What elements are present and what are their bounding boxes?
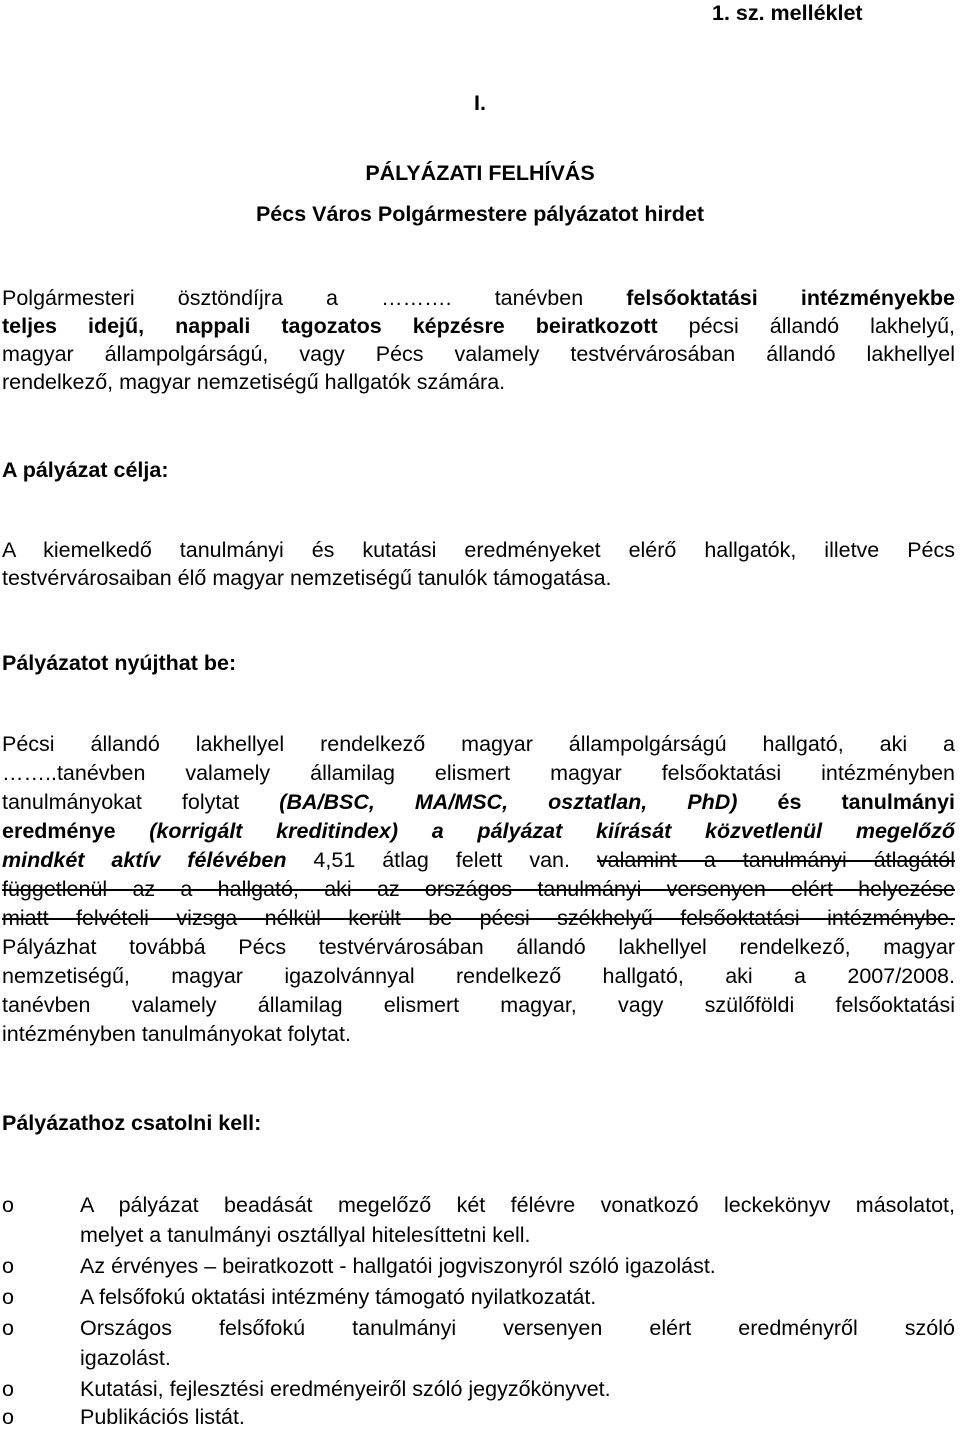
intro-line-1-bold: felsőoktatási intézményekbe xyxy=(626,286,955,310)
eligible-average: 4,51 átlag felett van. xyxy=(286,848,597,872)
eligible-struck-text: valamint a tanulmányi átlagától xyxy=(596,848,955,872)
eligible-line-5 xyxy=(2,847,955,874)
intro-line-2-text: pécsi állandó lakhelyű, xyxy=(657,314,955,338)
attach-item-3: A felsőfokú oktatási intézmény támogató nyilatkozatát. xyxy=(80,1285,597,1309)
goal-heading: A pályázat célja: xyxy=(2,458,169,482)
bullet-marker: o xyxy=(2,1405,14,1429)
intro-line-4: rendelkező, magyar nemzetiségű hallgatók számára. xyxy=(2,370,506,394)
eligible-line-4-bold: eredménye xyxy=(2,819,150,843)
eligible-heading: Pályázatot nyújthat be: xyxy=(2,651,237,675)
annex-label: 1. sz. melléklet xyxy=(712,1,863,25)
eligible-line-3 xyxy=(2,789,955,816)
eligible-line-11: intézményben tanulmányokat folytat. xyxy=(2,1022,351,1046)
eligible-line-4-italic: (korrigált kreditindex) a pályázat kiírását közvetlenül megelőző xyxy=(149,819,955,843)
intro-line-1 xyxy=(2,285,955,312)
bullet-marker: o xyxy=(2,1285,14,1309)
eligible-line-2: ……..tanévben valamely államilag elismert magyar felsőoktatási intézményben xyxy=(2,761,955,785)
goal-line-1: A kiemelkedő tanulmányi és kutatási eredményeket elérő hallgatók, illetve Pécs xyxy=(2,538,955,562)
page-title: PÁLYÁZATI FELHÍVÁS xyxy=(365,161,595,185)
intro-line-2-bold: teljes idejű, nappali tagozatos képzésre beiratkozott xyxy=(2,314,658,338)
attach-item-1-line-2: melyet a tanulmányi osztállyal hitelesíttetni kell. xyxy=(80,1223,531,1247)
page-subtitle: Pécs Város Polgármestere pályázatot hirdet xyxy=(255,202,705,226)
eligible-line-10: tanévben valamely államilag elismert magyar, vagy szülőföldi felsőoktatási xyxy=(2,993,955,1017)
intro-line-3: magyar állampolgárságú, vagy Pécs valamely testvérvárosában állandó lakhellyel xyxy=(2,342,955,366)
attach-item-6: Publikációs listát. xyxy=(80,1405,245,1429)
eligible-line-4 xyxy=(2,818,955,845)
eligible-line-7-struck: miatt felvételi vizsga nélkül került be pécsi székhelyű felsőoktatási intézménybe. xyxy=(2,906,955,930)
bullet-marker: o xyxy=(2,1193,14,1217)
eligible-line-1: Pécsi állandó lakhellyel rendelkező magyar állampolgárságú hallgató, aki a xyxy=(2,732,955,756)
attach-heading: Pályázathoz csatolni kell: xyxy=(2,1111,262,1135)
bullet-marker: o xyxy=(2,1316,14,1340)
attach-item-2: Az érvényes – beiratkozott - hallgatói jogviszonyról szóló igazolást. xyxy=(80,1254,716,1278)
section-roman-numeral: I. xyxy=(474,91,486,115)
attach-item-5: Kutatási, fejlesztési eredményeiről szóló jegyzőkönyvet. xyxy=(80,1377,611,1401)
eligible-line-3-text: tanulmányokat folytat xyxy=(2,790,280,814)
intro-line-1-year: tanévben xyxy=(451,286,627,310)
intro-line-2 xyxy=(2,313,955,340)
eligible-line-9: nemzetiségű, magyar igazolvánnyal rendelkező hallgató, aki a 2007/2008. xyxy=(2,964,955,988)
eligible-degrees: (BA/BSC, MA/MSC, osztatlan, PhD) xyxy=(279,790,738,814)
eligible-line-6-struck: függetlenül az a hallgató, aki az országos tanulmányi versenyen elért helyezése xyxy=(2,877,955,901)
intro-line-1-text: Polgármesteri ösztöndíjra a ………. xyxy=(2,286,452,310)
bullet-marker: o xyxy=(2,1377,14,1401)
eligible-line-8: Pályázhat továbbá Pécs testvérvárosában állandó lakhellyel rendelkező, magyar xyxy=(2,935,955,959)
attach-item-1-line-1: A pályázat beadását megelőző két félévre vonatkozó leckekönyv másolatot, xyxy=(80,1193,955,1217)
attach-item-4-line-2: igazolást. xyxy=(80,1346,171,1370)
bullet-marker: o xyxy=(2,1254,14,1278)
eligible-line-5-italic: mindkét aktív félévében xyxy=(2,848,287,872)
goal-line-2: testvérvárosaiban élő magyar nemzetiségű tanulók támogatása. xyxy=(2,566,612,590)
eligible-line-3-bold: és tanulmányi xyxy=(737,790,955,814)
attach-item-4-line-1: Országos felsőfokú tanulmányi versenyen elért eredményről szóló xyxy=(80,1316,955,1340)
